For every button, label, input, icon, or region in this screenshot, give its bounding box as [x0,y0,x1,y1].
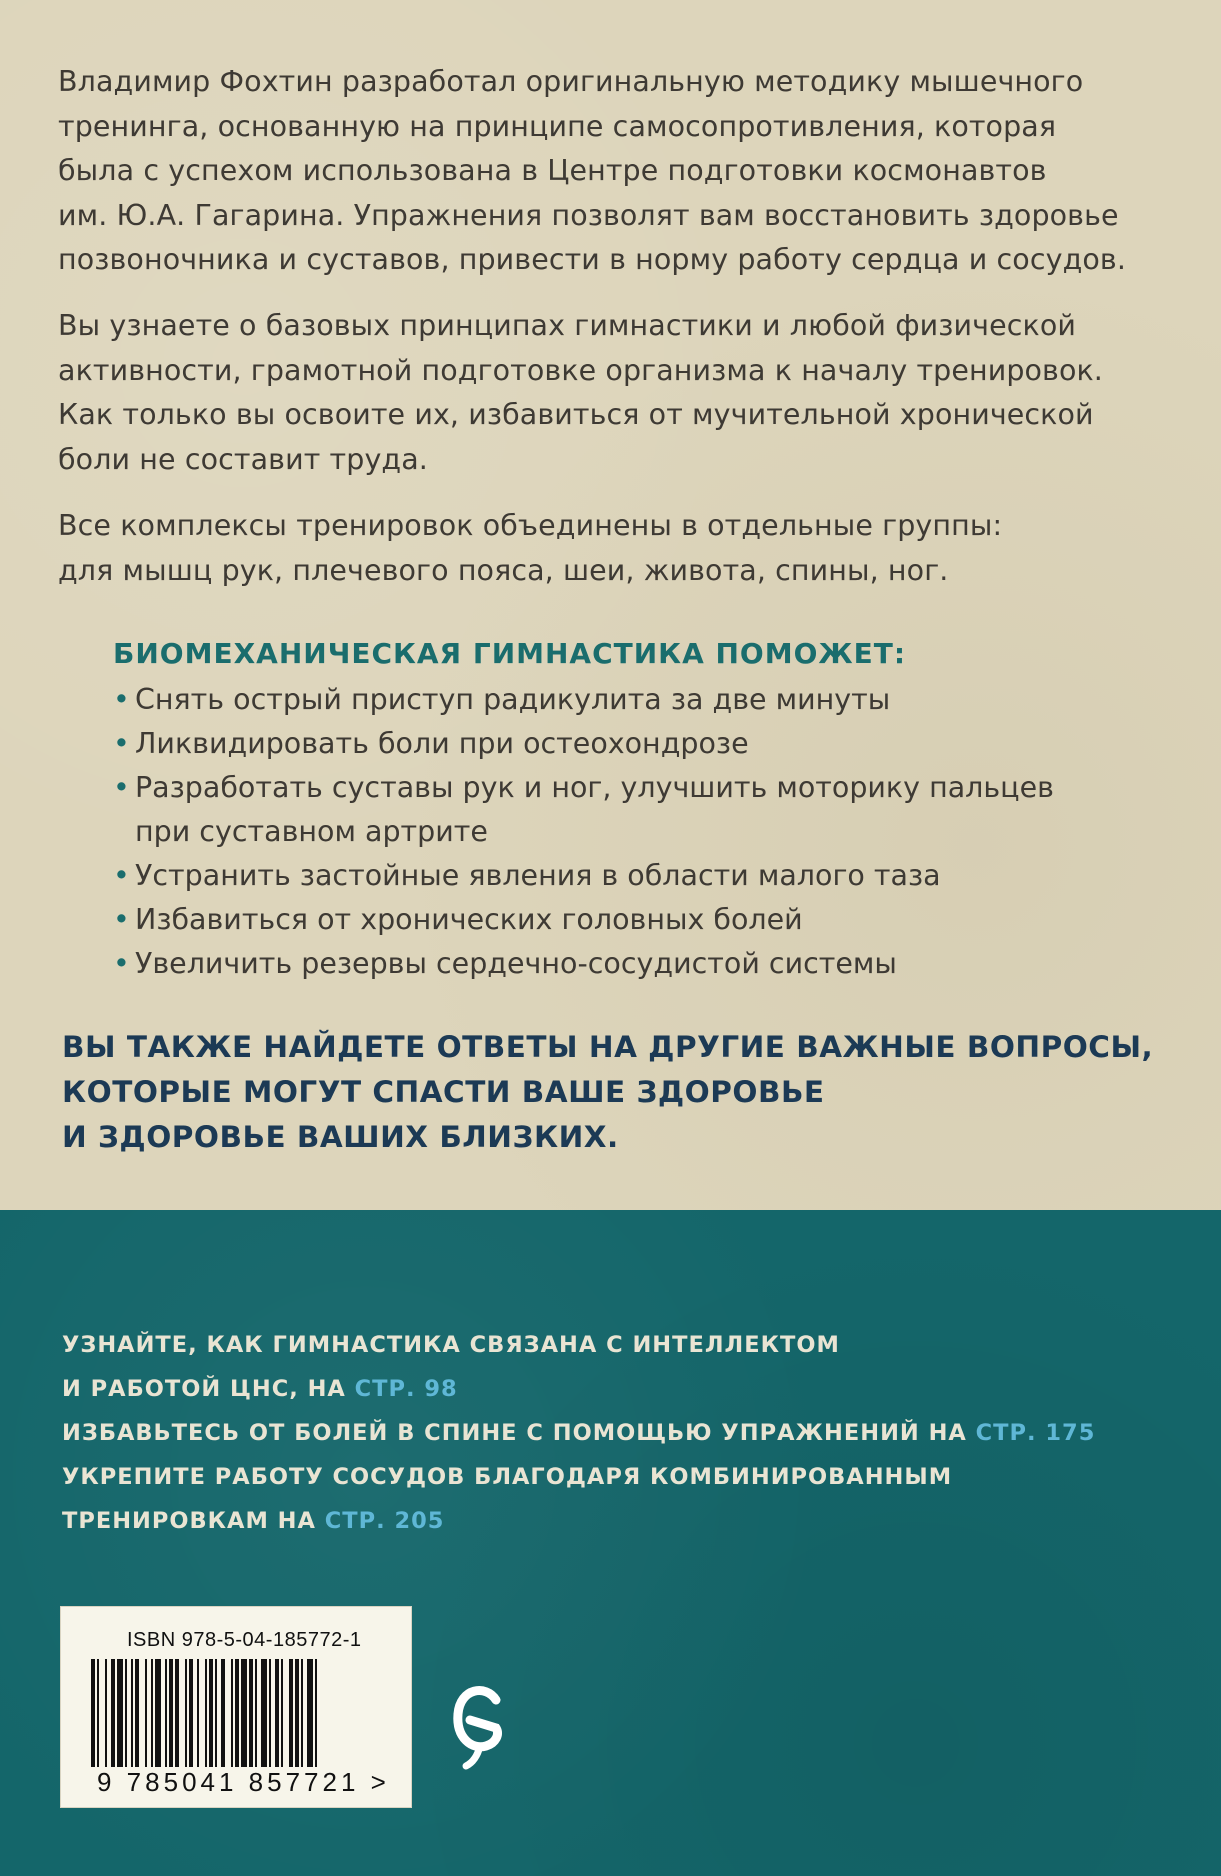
description-paragraph-1 [58,60,1168,283]
barcode-bar [111,1659,115,1767]
barcode-bar [269,1659,271,1767]
barcode-bar [189,1659,193,1767]
barcode-bar [205,1659,207,1767]
barcode-bar [175,1659,179,1767]
barcode-bar [249,1659,253,1767]
list-item-text: Ликвидировать боли при остеохондрозе [135,727,749,760]
barcode-bar [301,1659,303,1767]
text-line: Все комплексы тренировок объединены в отдельные группы: [58,509,1003,542]
list-item-text: Снять острый приступ радикулита за две минуты [135,683,891,716]
description-paragraph-2 [58,304,1168,482]
page-reference: СТР. 205 [324,1508,445,1534]
promo-panel [0,1210,1221,1876]
isbn-label: ISBN 978-5-04-185772-1 [127,1629,362,1651]
promo-text: И РАБОТОЙ ЦНС, НА [62,1376,355,1402]
text-line: была с успехом использована в Центре подготовки космонавтов [58,154,1047,187]
list-item-text: Разработать суставы рук и ног, улучшить моторику пальцев [135,771,1054,804]
list-item-text: Увеличить резервы сердечно-сосудистой системы [135,947,897,980]
page-reference: СТР. 98 [354,1376,458,1402]
barcode-bar [105,1659,107,1767]
benefits-list [113,678,1054,986]
barcode-bar [235,1659,239,1767]
barcode-bar [135,1659,139,1767]
barcode-bar [307,1659,313,1767]
barcode-bar [241,1659,247,1767]
list-item [113,722,1054,766]
barcode-bar [289,1659,293,1767]
barcode-bar [231,1659,233,1767]
bullet-icon: • [113,727,130,760]
list-item-text: Устранить застойные явления в области малого таза [135,859,941,892]
bullet-icon: • [113,947,130,980]
text-line: Как только вы освоите их, избавиться от мучительной хронической [58,398,1094,431]
barcode-bar [255,1659,257,1767]
isbn-barcode-block [60,1606,412,1808]
barcode-bar [185,1659,187,1767]
barcode-bar [151,1659,153,1767]
publisher-logo-icon [450,1680,508,1772]
isbn-digits: 9 785041 857721 > [97,1767,390,1797]
bullet-icon: • [113,903,130,936]
text-line: активности, грамотной подготовке организма к началу тренировок. [58,353,1103,387]
barcode-bar [275,1659,279,1767]
barcode-icon [91,1659,381,1767]
barcode-bar [221,1659,225,1767]
list-item-text: при суставном артрите [135,815,488,848]
barcode-bar [91,1659,95,1767]
barcode-bar [295,1659,299,1767]
text-line: для мышц рук, плечевого пояса, шеи, живота, спины, ног. [58,553,949,587]
text-line: позвоночника и суставов, привести в норму работу сердца и сосудов. [58,243,1126,276]
description-paragraph-3 [58,504,1168,593]
barcode-bar [215,1659,217,1767]
bullet-icon: • [113,771,130,804]
promo-line [62,1499,1095,1543]
promo-line [62,1367,1095,1411]
text-line: тренинга, основанную на принципе самосопротивления, которая [58,109,1057,143]
barcode-bar [145,1659,147,1767]
barcode-bar [197,1659,199,1767]
barcode-bar [169,1659,173,1767]
list-item [113,766,1054,854]
list-item [113,942,1054,986]
barcode-bar [165,1659,167,1767]
closing-statement [62,1025,1153,1160]
text-line: Вы узнаете о базовых принципах гимнастики и любой физической [58,309,1076,342]
text-line: И ЗДОРОВЬЕ ВАШИХ БЛИЗКИХ. [62,1120,619,1154]
benefits-heading: БИОМЕХАНИЧЕСКАЯ ГИМНАСТИКА ПОМОЖЕТ: [113,637,907,670]
text-line: КОТОРЫЕ МОГУТ СПАСТИ ВАШЕ ЗДОРОВЬЕ [62,1075,825,1109]
text-line: боли не составит труда. [58,442,428,476]
barcode-bar [131,1659,133,1767]
barcode-bar [281,1659,283,1767]
bullet-icon: • [113,859,130,892]
barcode-bar [315,1659,317,1767]
text-line: Владимир Фохтин разработал оригинальную методику мышечного [58,65,1084,98]
barcode-bar [209,1659,213,1767]
list-item [113,854,1054,898]
page-reference: СТР. 175 [975,1420,1096,1446]
promo-line: УКРЕПИТЕ РАБОТУ СОСУДОВ БЛАГОДАРЯ КОМБИНИРОВАННЫМ [62,1464,953,1490]
promo-text: ИЗБАВЬТЕСЬ ОТ БОЛЕЙ В СПИНЕ С ПОМОЩЬЮ УПРАЖНЕНИЙ НА [62,1420,976,1446]
text-line: ВЫ ТАКЖЕ НАЙДЕТЕ ОТВЕТЫ НА ДРУГИЕ ВАЖНЫЕ ВОПРОСЫ, [62,1030,1154,1064]
page-references [62,1323,1095,1543]
barcode-bar [261,1659,267,1767]
barcode-bar [155,1659,161,1767]
barcode-bar [125,1659,127,1767]
promo-text: ТРЕНИРОВКАМ НА [62,1508,325,1534]
list-item [113,898,1054,942]
promo-line [62,1411,1095,1455]
list-item [113,678,1054,722]
bullet-icon: • [113,683,130,716]
barcode-bar [117,1659,123,1767]
barcode-bar [97,1659,99,1767]
text-line: им. Ю.А. Гагарина. Упражнения позволят вам восстановить здоровье [58,198,1119,232]
promo-line: УЗНАЙТЕ, КАК ГИМНАСТИКА СВЯЗАНА С ИНТЕЛЛЕКТОМ [62,1332,840,1358]
list-item-text: Избавиться от хронических головных болей [135,903,803,936]
